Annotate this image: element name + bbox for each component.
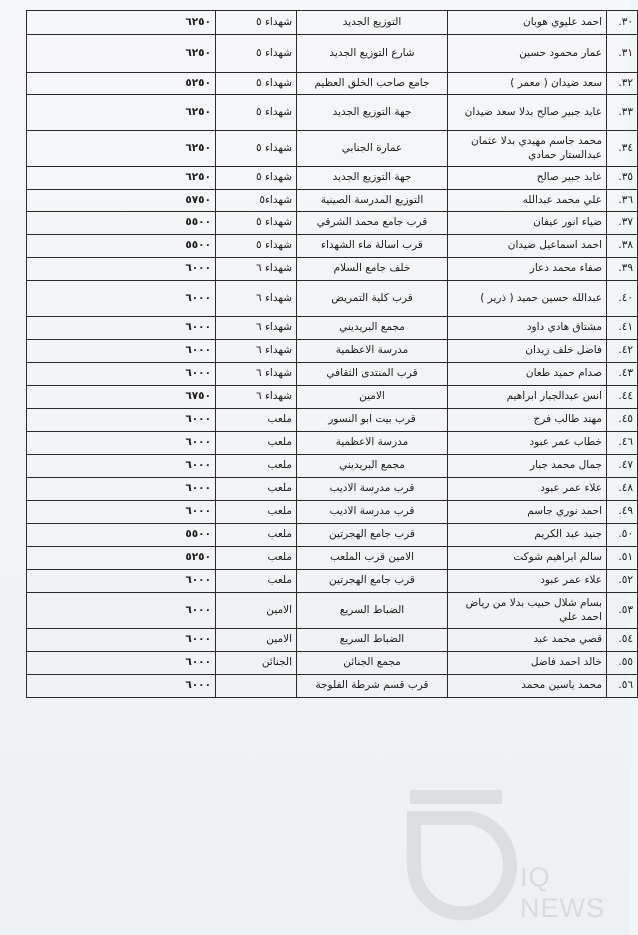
row-name: صفاء محمد دعار — [448, 258, 607, 281]
row-location: مدرسة الاعظمية — [297, 340, 448, 363]
row-location: قرب بيت ابو النسور — [297, 409, 448, 432]
row-amount: ٦٢٥٠ — [27, 95, 216, 131]
row-number: ٤٥. — [607, 409, 638, 432]
table-row — [27, 340, 638, 363]
table-row — [27, 235, 638, 258]
row-amount: ٥٧٥٠ — [27, 190, 216, 212]
row-location: عمارة الجنابي — [297, 131, 448, 167]
table-row — [27, 281, 638, 317]
row-number: ٥٤. — [607, 629, 638, 652]
row-amount: ٥٥٠٠ — [27, 212, 216, 235]
row-amount: ٦٠٠٠ — [27, 317, 216, 340]
row-location: التوزيع الجديد — [297, 11, 448, 35]
row-number: ٤٢. — [607, 340, 638, 363]
row-name: انس عبدالجبار ابراهيم — [448, 386, 607, 409]
row-number: ٣٥. — [607, 167, 638, 190]
row-area: الجنائن — [216, 652, 297, 675]
row-amount: ٦٠٠٠ — [27, 363, 216, 386]
table-row — [27, 409, 638, 432]
row-number: ٥٦. — [607, 675, 638, 698]
row-area: شهداء ٥ — [216, 11, 297, 35]
row-number: ٣١. — [607, 35, 638, 73]
row-amount: ٦٠٠٠ — [27, 593, 216, 629]
row-name: صدام حميد طعان — [448, 363, 607, 386]
row-area: الامين — [216, 629, 297, 652]
row-name: خالد احمد فاضل — [448, 652, 607, 675]
watermark-text: IQ NEWS — [520, 862, 605, 923]
row-number: ٣٦. — [607, 190, 638, 212]
row-name: فاضل خلف زيدان — [448, 340, 607, 363]
table-row — [27, 524, 638, 547]
row-area: ملعب — [216, 478, 297, 501]
table-row — [27, 501, 638, 524]
row-name: محمد ياسين محمد — [448, 675, 607, 698]
table-row — [27, 570, 638, 593]
table-row — [27, 167, 638, 190]
row-name: خطاب عمر عبود — [448, 432, 607, 455]
row-name: عابد جبير صالح — [448, 167, 607, 190]
roster-body — [27, 11, 638, 698]
logo-bar — [410, 790, 502, 804]
row-name: سعد ضيدان ( معمر ) — [448, 73, 607, 95]
row-number: ٤١. — [607, 317, 638, 340]
row-location: قرب جامع محمد الشرقي — [297, 212, 448, 235]
row-area: ملعب — [216, 570, 297, 593]
row-location: مدرسة الاعظمية — [297, 432, 448, 455]
row-location: التوزيع المدرسة الصينية — [297, 190, 448, 212]
row-amount: ٦٠٠٠ — [27, 258, 216, 281]
row-amount: ٦٠٠٠ — [27, 281, 216, 317]
row-location: قرب جامع الهجرتين — [297, 524, 448, 547]
row-amount: ٥٥٠٠ — [27, 524, 216, 547]
row-location: قرب قسم شرطة الفلوجة — [297, 675, 448, 698]
row-area — [216, 675, 297, 698]
table-row — [27, 386, 638, 409]
row-amount: ٦٧٥٠ — [27, 386, 216, 409]
row-number: ٤٤. — [607, 386, 638, 409]
row-area: شهداء ٥ — [216, 35, 297, 73]
logo-ring — [414, 818, 510, 913]
row-number: ٣٤. — [607, 131, 638, 167]
row-amount: ٦٠٠٠ — [27, 629, 216, 652]
row-number: ٤٩. — [607, 501, 638, 524]
row-number: ٣٢. — [607, 73, 638, 95]
row-location: مجمع البريديني — [297, 317, 448, 340]
row-amount: ٦٠٠٠ — [27, 570, 216, 593]
row-amount: ٦٠٠٠ — [27, 340, 216, 363]
table-row — [27, 190, 638, 212]
table-row — [27, 95, 638, 131]
row-number: ٤٦. — [607, 432, 638, 455]
row-number: ٤٧. — [607, 455, 638, 478]
row-location: قرب جامع الهجرتين — [297, 570, 448, 593]
row-number: ٣٨. — [607, 235, 638, 258]
row-amount: ٥٢٥٠ — [27, 547, 216, 570]
row-amount: ٦٠٠٠ — [27, 455, 216, 478]
row-name: قصي محمد عبد — [448, 629, 607, 652]
row-name: عمار محمود حسين — [448, 35, 607, 73]
row-area: شهداء ٦ — [216, 281, 297, 317]
row-area: شهداء ٥ — [216, 235, 297, 258]
row-name: سالم ابراهيم شوكت — [448, 547, 607, 570]
row-area: ملعب — [216, 455, 297, 478]
row-name: ضياء انور عيفان — [448, 212, 607, 235]
row-area: شهداء ٥ — [216, 131, 297, 167]
table-row — [27, 675, 638, 698]
row-amount: ٥٥٠٠ — [27, 235, 216, 258]
row-number: ٣٧. — [607, 212, 638, 235]
row-amount: ٦٢٥٠ — [27, 11, 216, 35]
row-location: قرب المنتدى الثقافي — [297, 363, 448, 386]
row-number: ٣٣. — [607, 95, 638, 131]
row-area: شهداء ٥ — [216, 73, 297, 95]
row-location: شارع التوزيع الجديد — [297, 35, 448, 73]
row-location: الامين — [297, 386, 448, 409]
row-name: جمال محمد جبار — [448, 455, 607, 478]
row-area: ملعب — [216, 409, 297, 432]
table-row — [27, 258, 638, 281]
row-location: جهة التوزيع الجديد — [297, 95, 448, 131]
row-number: ٣٠. — [607, 11, 638, 35]
row-name: جنيد عبد الكريم — [448, 524, 607, 547]
row-location: قرب كلية التمريض — [297, 281, 448, 317]
row-location: الضباط السريع — [297, 593, 448, 629]
roster-table — [26, 10, 638, 698]
row-area: الامين — [216, 593, 297, 629]
row-number: ٤٨. — [607, 478, 638, 501]
row-number: ٥٠. — [607, 524, 638, 547]
row-name: بسام شلال حبيب بدلا من رياض احمد علي — [448, 593, 607, 629]
table-row — [27, 363, 638, 386]
table-row — [27, 212, 638, 235]
row-name: علي محمد عبدالله — [448, 190, 607, 212]
row-area: ملعب — [216, 432, 297, 455]
row-name: علاء عمر عبود — [448, 570, 607, 593]
row-amount: ٥٢٥٠ — [27, 73, 216, 95]
table-row — [27, 432, 638, 455]
table-row — [27, 478, 638, 501]
row-amount: ٦٢٥٠ — [27, 35, 216, 73]
row-amount: ٦٢٥٠ — [27, 131, 216, 167]
row-location: قرب مدرسة الاديب — [297, 478, 448, 501]
row-location: الامين قرب الملعب — [297, 547, 448, 570]
row-number: ٥١. — [607, 547, 638, 570]
row-amount: ٦٠٠٠ — [27, 409, 216, 432]
row-location: خلف جامع السلام — [297, 258, 448, 281]
row-area: شهداء ٥ — [216, 95, 297, 131]
row-name: احمد نوري جاسم — [448, 501, 607, 524]
table-row — [27, 35, 638, 73]
row-amount: ٦٠٠٠ — [27, 478, 216, 501]
row-number: ٥٢. — [607, 570, 638, 593]
row-area: شهداء ٦ — [216, 258, 297, 281]
row-name: احمد اسماعيل ضيدان — [448, 235, 607, 258]
table-row — [27, 131, 638, 167]
row-location: الضباط السريع — [297, 629, 448, 652]
row-name: مهند طالب فرج — [448, 409, 607, 432]
row-area: شهداء ٦ — [216, 363, 297, 386]
row-amount: ٦٠٠٠ — [27, 652, 216, 675]
table-row — [27, 11, 638, 35]
row-area: شهداء ٦ — [216, 317, 297, 340]
row-area: ملعب — [216, 501, 297, 524]
row-location: مجمع الجنائن — [297, 652, 448, 675]
table-row — [27, 455, 638, 478]
table-row — [27, 629, 638, 652]
row-name: عابد جبير صالح بدلا سعد ضيدان — [448, 95, 607, 131]
row-number: ٤٣. — [607, 363, 638, 386]
row-location: جامع صاحب الخلق العظيم — [297, 73, 448, 95]
row-area: شهداء ٥ — [216, 212, 297, 235]
row-amount: ٦٠٠٠ — [27, 432, 216, 455]
row-area: شهداء٥ — [216, 190, 297, 212]
row-number: ٤٠. — [607, 281, 638, 317]
row-name: علاء عمر عبود — [448, 478, 607, 501]
row-name: مشتاق هادي داود — [448, 317, 607, 340]
row-area: شهداء ٥ — [216, 167, 297, 190]
row-name: احمد عليوي هوبان — [448, 11, 607, 35]
row-amount: ٦٢٥٠ — [27, 167, 216, 190]
row-name: محمد جاسم مهيدي بدلا عثمان عبدالستار حمادي — [448, 131, 607, 167]
table-row — [27, 317, 638, 340]
row-location: مجمع البريديني — [297, 455, 448, 478]
row-location: جهة التوزيع الجديد — [297, 167, 448, 190]
row-amount: ٦٠٠٠ — [27, 501, 216, 524]
row-location: قرب مدرسة الاديب — [297, 501, 448, 524]
row-number: ٣٩. — [607, 258, 638, 281]
row-area: شهداء ٦ — [216, 386, 297, 409]
row-area: ملعب — [216, 524, 297, 547]
table-row — [27, 652, 638, 675]
row-name: عبدالله حسين حميد ( ذرير ) — [448, 281, 607, 317]
row-area: شهداء ٦ — [216, 340, 297, 363]
table-row — [27, 73, 638, 95]
table-row — [27, 593, 638, 629]
table-row — [27, 547, 638, 570]
row-amount: ٦٠٠٠ — [27, 675, 216, 698]
row-number: ٥٣. — [607, 593, 638, 629]
row-area: ملعب — [216, 547, 297, 570]
row-number: ٥٥. — [607, 652, 638, 675]
row-location: قرب اسالة ماء الشهداء — [297, 235, 448, 258]
